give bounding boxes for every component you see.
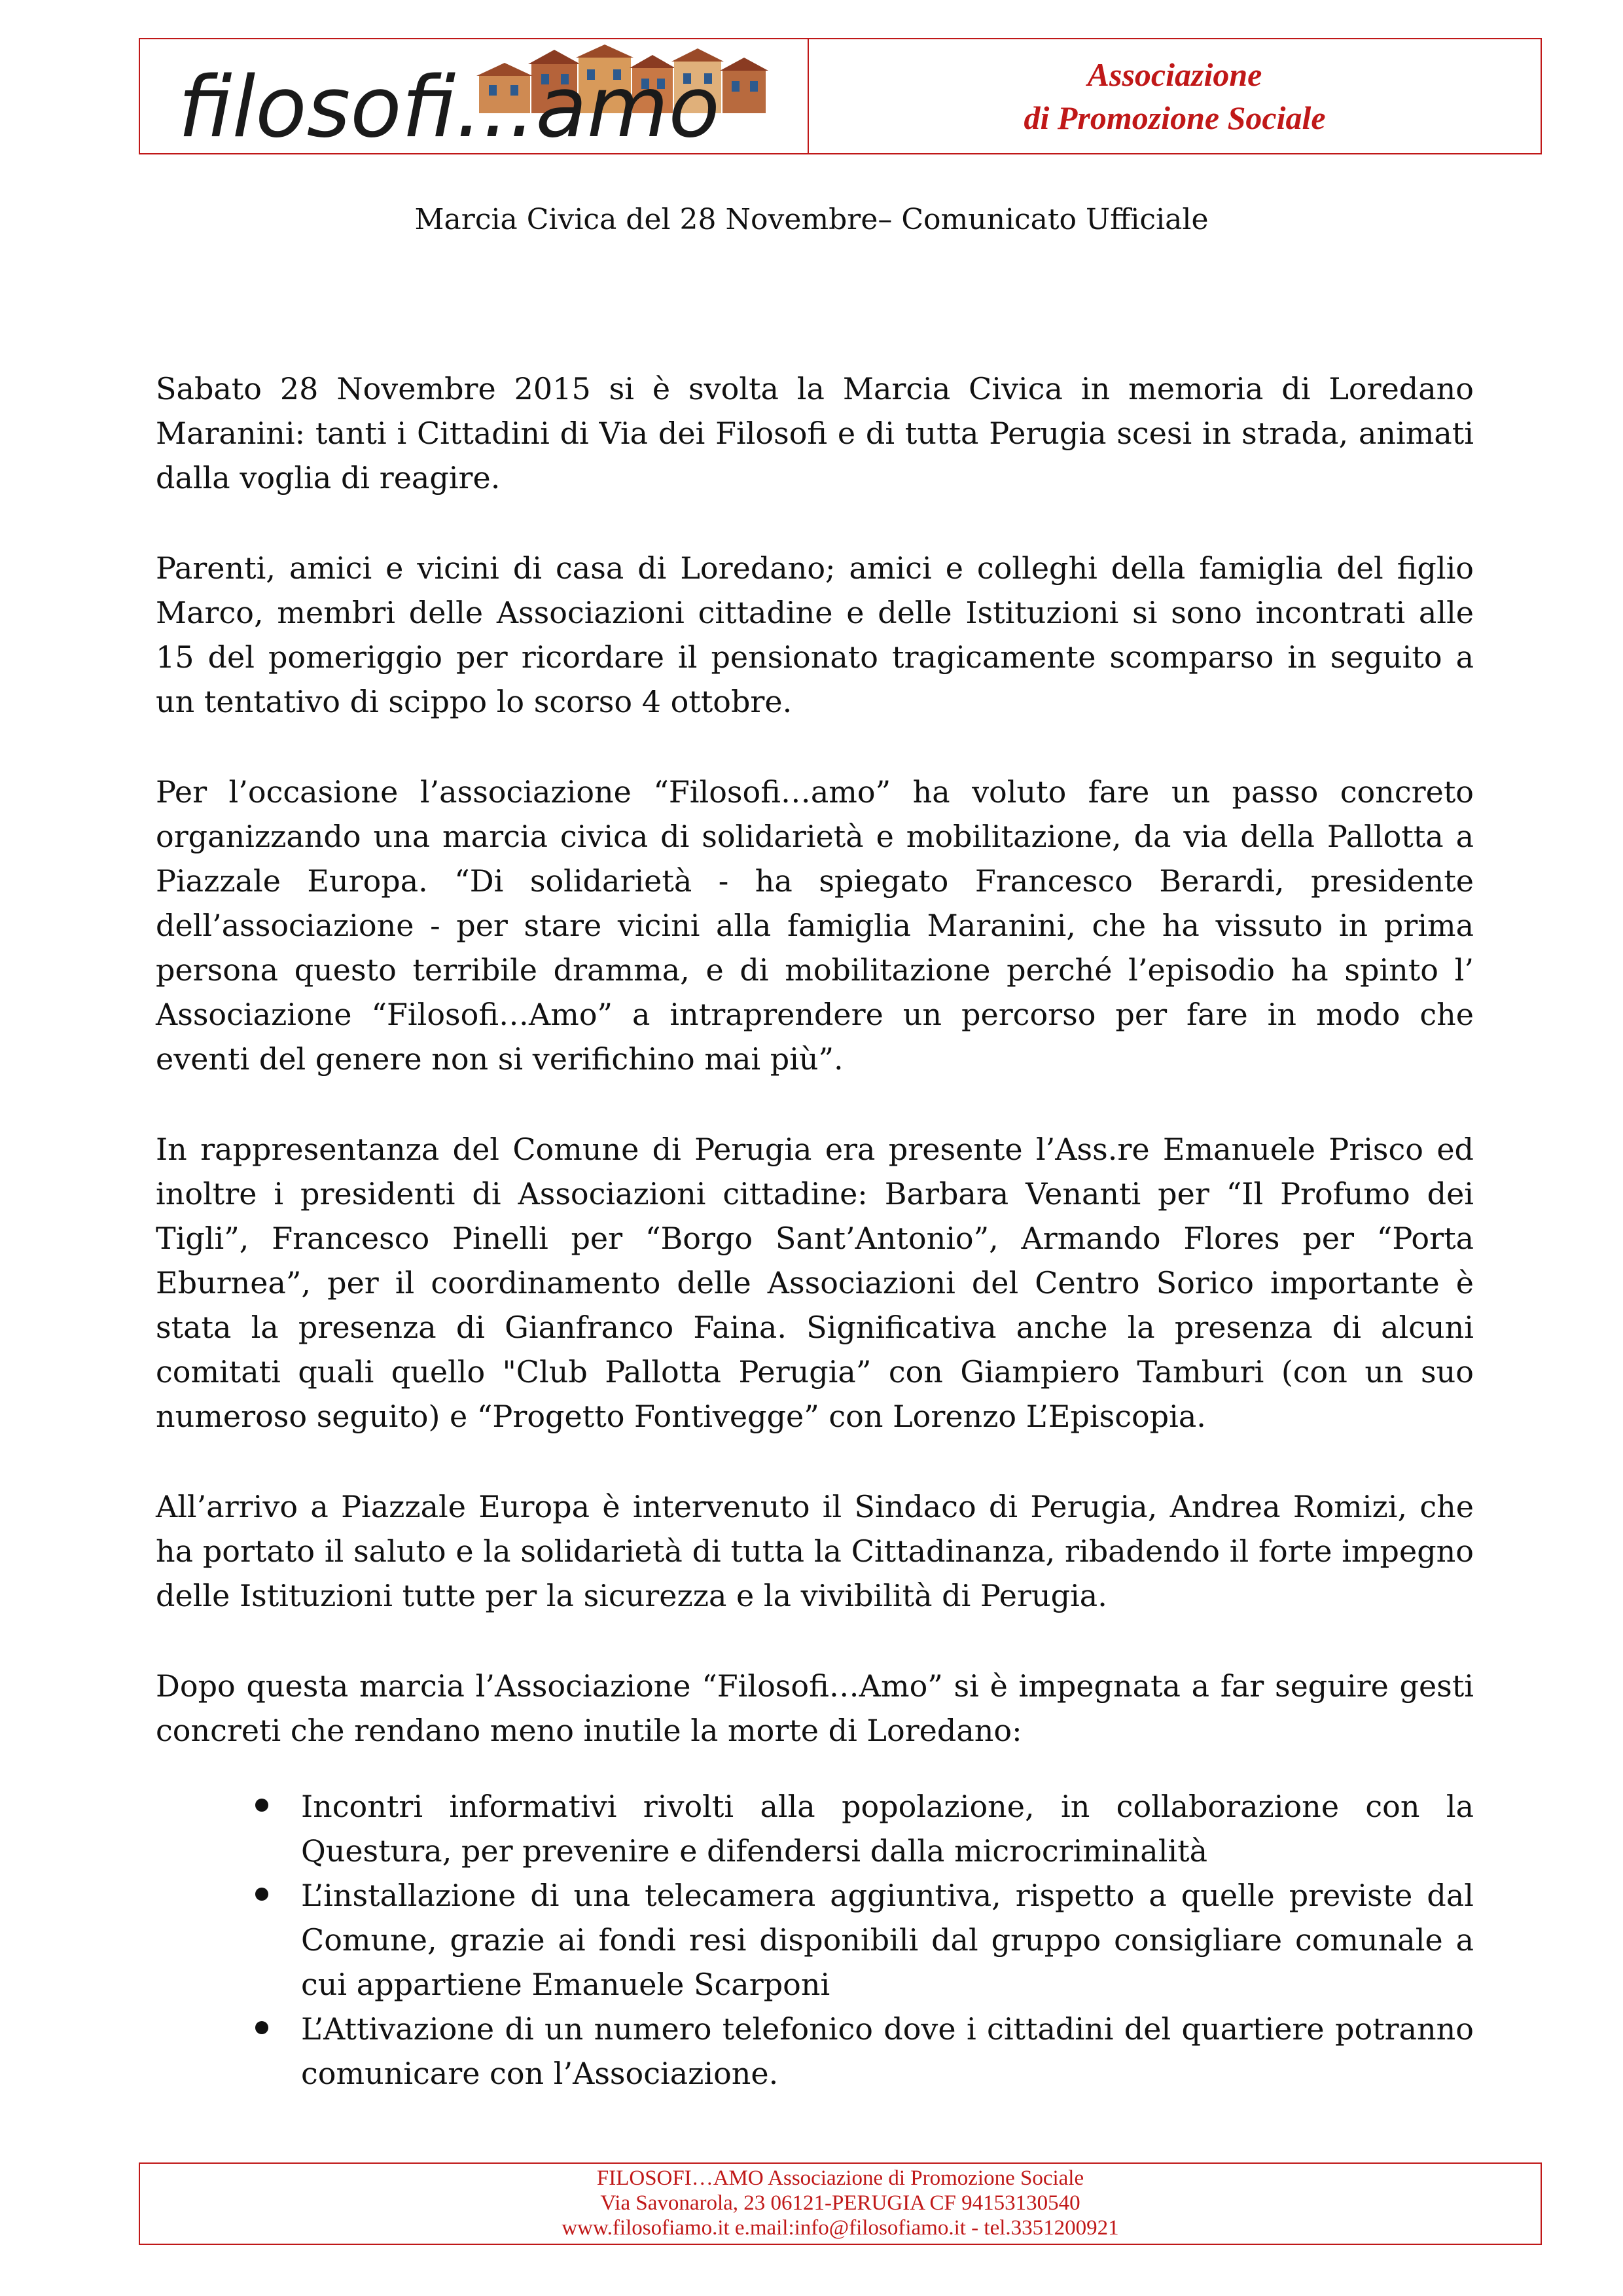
list-item: [301, 1873, 1474, 2007]
document-body: [156, 367, 1474, 2096]
footer-line-2: Via Savonarola, 23 06121-PERUGIA CF 94153130540: [600, 2191, 1080, 2215]
initiatives-list: [156, 1784, 1474, 2096]
paragraph-2: Parenti, amici e vicini di casa di Loredano; amici e colleghi della famiglia del figlio Marco, membri delle Associazioni cittadine e delle Istituzioni si sono incontrati alle 15 del pomeriggio per ricordare il pensionato tragicamente scomparso in seguito a un tentativo di scippo lo scorso 4 ottobre.: [156, 550, 1474, 719]
list-item-text: Incontri informativi rivolti alla popolazione, in collaborazione con la Questura, per prevenire e difendersi dalla microcriminalità: [301, 1789, 1474, 1869]
paragraph-1: Sabato 28 Novembre 2015 si è svolta la Marcia Civica in memoria di Loredano Maranini: tanti i Cittadini di Via dei Filosofi e di tutta Perugia scesi in strada, animati dalla voglia di reagire.: [156, 371, 1474, 495]
logo-image: [165, 45, 793, 151]
bullet-icon: [255, 1799, 268, 1812]
letterhead: [139, 38, 1542, 154]
paragraph-5: All’arrivo a Piazzale Europa è intervenuto il Sindaco di Perugia, Andrea Romizi, che ha portato il saluto e la solidarietà di tutta la Cittadinanza, ribadendo il forte impegno delle Istituzioni tutte per la sicurezza e la vivibilità di Perugia.: [156, 1489, 1474, 1613]
footer-line-1: FILOSOFI…AMO Associazione di Promozione Sociale: [596, 2166, 1084, 2190]
org-line-2: di Promozione Sociale: [1024, 99, 1326, 136]
organization-name: [809, 39, 1541, 153]
footer-line-3: www.filosofiamo.it e.mail:info@filosofiamo.it - tel.3351200921: [562, 2216, 1119, 2240]
logo-area: [140, 39, 809, 153]
document-title: Marcia Civica del 28 Novembre– Comunicato Ufficiale: [414, 203, 1209, 236]
footer: [139, 2162, 1542, 2245]
paragraph-4: In rappresentanza del Comune di Perugia era presente l’Ass.re Emanuele Prisco ed inoltre i presidenti di Associazioni cittadine: Barbara Venanti per “Il Profumo dei Tigli”, Francesco Pinelli per “Borgo Sant’Antonio”, Armando Flores per “Porta Eburnea”, per il coordinamento delle Associazioni del Centro Sorico importante è stata la presenza di Gianfranco Faina. Significativa anche la presenza di alcuni comitati quali quello "Club Pallotta Perugia” con Giampiero Tamburi (con un suo numeroso seguito) e “Progetto Fontivegge” con Lorenzo L’Episcopia.: [156, 1132, 1474, 1434]
paragraph-3: Per l’occasione l’associazione “Filosofi…amo” ha voluto fare un passo concreto organizzando una marcia civica di solidarietà e mobilitazione, da via della Pallotta a Piazzale Europa. “Di solidarietà - ha spiegato Francesco Berardi, presidente dell’associazione - per stare vicini alla famiglia Maranini, che ha vissuto in prima persona questo terribile dramma, e di mobilitazione perché l’episodio ha spinto l’ Associazione “Filosofi…Amo” a intraprendere un percorso per fare in modo che eventi del genere non si verifichino mai più”.: [156, 774, 1474, 1077]
list-item-text: L’Attivazione di un numero telefonico dove i cittadini del quartiere potranno comunicare con l’Associazione.: [301, 2011, 1474, 2091]
bullet-icon: [255, 1888, 268, 1901]
bullet-icon: [255, 2021, 268, 2034]
svg-text:filosofi...amo: filosofi...amo: [178, 59, 720, 151]
paragraph-6: Dopo questa marcia l’Associazione “Filosofi…Amo” si è impegnata a far seguire gesti concreti che rendano meno inutile la morte di Loredano:: [156, 1668, 1474, 1748]
list-item: [301, 2007, 1474, 2096]
list-item-text: L’installazione di una telecamera aggiuntiva, rispetto a quelle previste dal Comune, grazie ai fondi resi disponibili dal gruppo consigliare comunale a cui appartiene Emanuele Scarponi: [301, 1878, 1474, 2002]
org-line-1: Associazione: [1087, 56, 1262, 93]
list-item: [301, 1784, 1474, 1873]
